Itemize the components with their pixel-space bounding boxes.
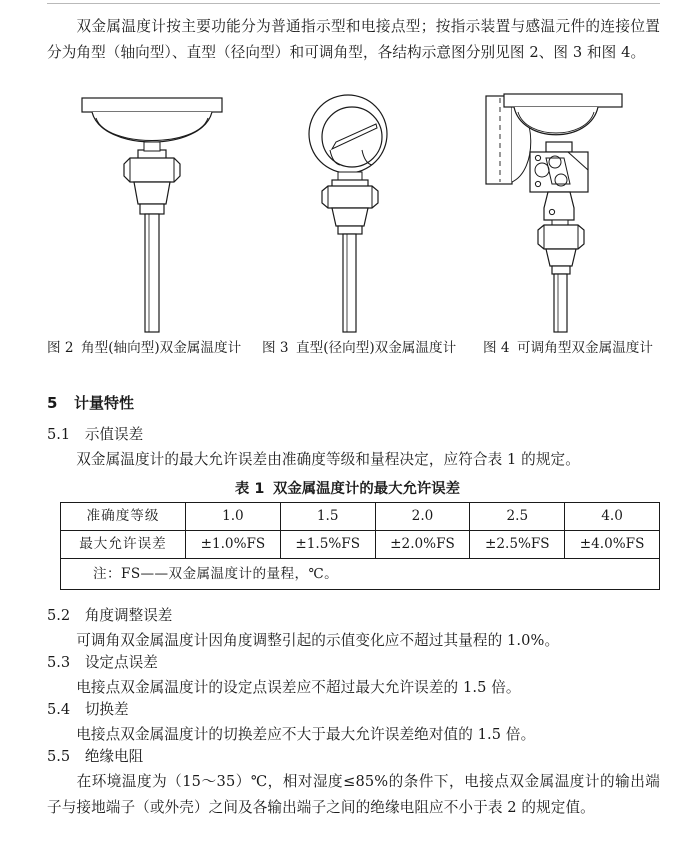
section-5-2-number: 5.2 bbox=[47, 607, 71, 624]
table-cell: 1.5 bbox=[280, 503, 375, 531]
figure-4-caption bbox=[483, 339, 653, 357]
section-5-5-number: 5.5 bbox=[47, 748, 71, 765]
table-row bbox=[61, 531, 660, 559]
table-cell: ±1.0%FS bbox=[186, 531, 281, 559]
section-5-5-title: 绝缘电阻 bbox=[84, 748, 144, 765]
table-1-note: 注：FS——双金属温度计的量程，℃。 bbox=[61, 559, 660, 590]
section-5-4-heading bbox=[47, 699, 129, 721]
figure-3-caption-text: 直型(径向型)双金属温度计 bbox=[296, 340, 457, 356]
section-5-3-heading bbox=[47, 652, 158, 674]
table-cell: ±2.5%FS bbox=[470, 531, 565, 559]
table-cell: ±2.0%FS bbox=[375, 531, 470, 559]
section-5-2-title: 角度调整误差 bbox=[84, 607, 173, 624]
section-5-5-heading bbox=[47, 746, 143, 768]
section-5-1-number: 5.1 bbox=[47, 426, 71, 443]
section-5-2-heading bbox=[47, 605, 172, 627]
table-cell: 2.5 bbox=[470, 503, 565, 531]
table-1 bbox=[60, 502, 660, 590]
figure-2-caption-number: 图 2 bbox=[47, 340, 74, 356]
table-row bbox=[61, 503, 660, 531]
figure-4-caption-text: 可调角型双金属温度计 bbox=[517, 340, 653, 356]
figure-3-caption bbox=[262, 339, 456, 357]
section-5-4-number: 5.4 bbox=[47, 701, 71, 718]
section-5-5-body-text: 在环境温度为（15～35）℃，相对湿度≤85%的条件下，电接点双金属温度计的输出端子与接地端子（或外壳）之间及各输出端子之间的绝缘电阻应不小于表 2 的规定值。 bbox=[47, 773, 660, 816]
figure-row bbox=[47, 92, 660, 342]
section-5-3-body bbox=[47, 675, 660, 701]
table-cell: ±4.0%FS bbox=[565, 531, 660, 559]
intro-paragraph-text: 双金属温度计按主要功能分为普通指示型和电接点型；按指示装置与感温元件的连接位置分为角型（轴向型）、直型（径向型）和可调角型，各结构示意图分别见图 2、图 3 和图 4。 bbox=[47, 18, 660, 61]
section-5-1-title: 示值误差 bbox=[84, 426, 144, 443]
figure-4-caption-number: 图 4 bbox=[483, 340, 510, 356]
section-5-4-title: 切换差 bbox=[84, 701, 129, 718]
section-5-1-body-text: 双金属温度计的最大允许误差由准确度等级和量程决定，应符合表 1 的规定。 bbox=[76, 451, 580, 468]
section-5-number: 5 bbox=[47, 394, 58, 412]
table-cell: 2.0 bbox=[375, 503, 470, 531]
section-5-3-body-text: 电接点双金属温度计的设定点误差应不超过最大允许误差的 1.5 倍。 bbox=[76, 679, 521, 696]
section-5-heading bbox=[47, 392, 134, 414]
section-5-3-number: 5.3 bbox=[47, 654, 71, 671]
table-cell: 4.0 bbox=[565, 503, 660, 531]
section-5-3-title: 设定点误差 bbox=[84, 654, 158, 671]
figure-2-caption bbox=[47, 339, 241, 357]
section-5-1-heading bbox=[47, 424, 143, 446]
section-5-title: 计量特性 bbox=[73, 394, 134, 412]
angle-type-bimetal-thermometer-diagram bbox=[72, 92, 267, 342]
page-top-rule bbox=[47, 3, 660, 4]
section-5-5-body bbox=[47, 769, 660, 821]
table-note-row bbox=[61, 559, 660, 590]
section-5-4-body-text: 电接点双金属温度计的切换差应不大于最大允许误差绝对值的 1.5 倍。 bbox=[76, 726, 536, 743]
figure-2-caption-text: 角型(轴向型)双金属温度计 bbox=[81, 340, 242, 356]
intro-paragraph bbox=[47, 14, 660, 66]
table-row-header: 准确度等级 bbox=[61, 503, 186, 531]
table-cell: ±1.5%FS bbox=[280, 531, 375, 559]
table-row-header: 最大允许误差 bbox=[61, 531, 186, 559]
section-5-1-body bbox=[47, 447, 660, 473]
figure-3-caption-number: 图 3 bbox=[262, 340, 289, 356]
section-5-4-body bbox=[47, 722, 660, 748]
adjustable-angle-bimetal-thermometer-diagram bbox=[472, 92, 657, 342]
section-5-2-body-text: 可调角双金属温度计因角度调整引起的示值变化应不超过其量程的 1.0%。 bbox=[76, 632, 560, 649]
table-1-title-text: 双金属温度计的最大允许误差 bbox=[272, 481, 461, 497]
table-1-number: 表 1 bbox=[234, 481, 265, 497]
section-5-2-body bbox=[47, 628, 660, 654]
straight-type-bimetal-thermometer-diagram bbox=[292, 92, 457, 342]
table-1-title bbox=[0, 479, 695, 499]
table-cell: 1.0 bbox=[186, 503, 281, 531]
